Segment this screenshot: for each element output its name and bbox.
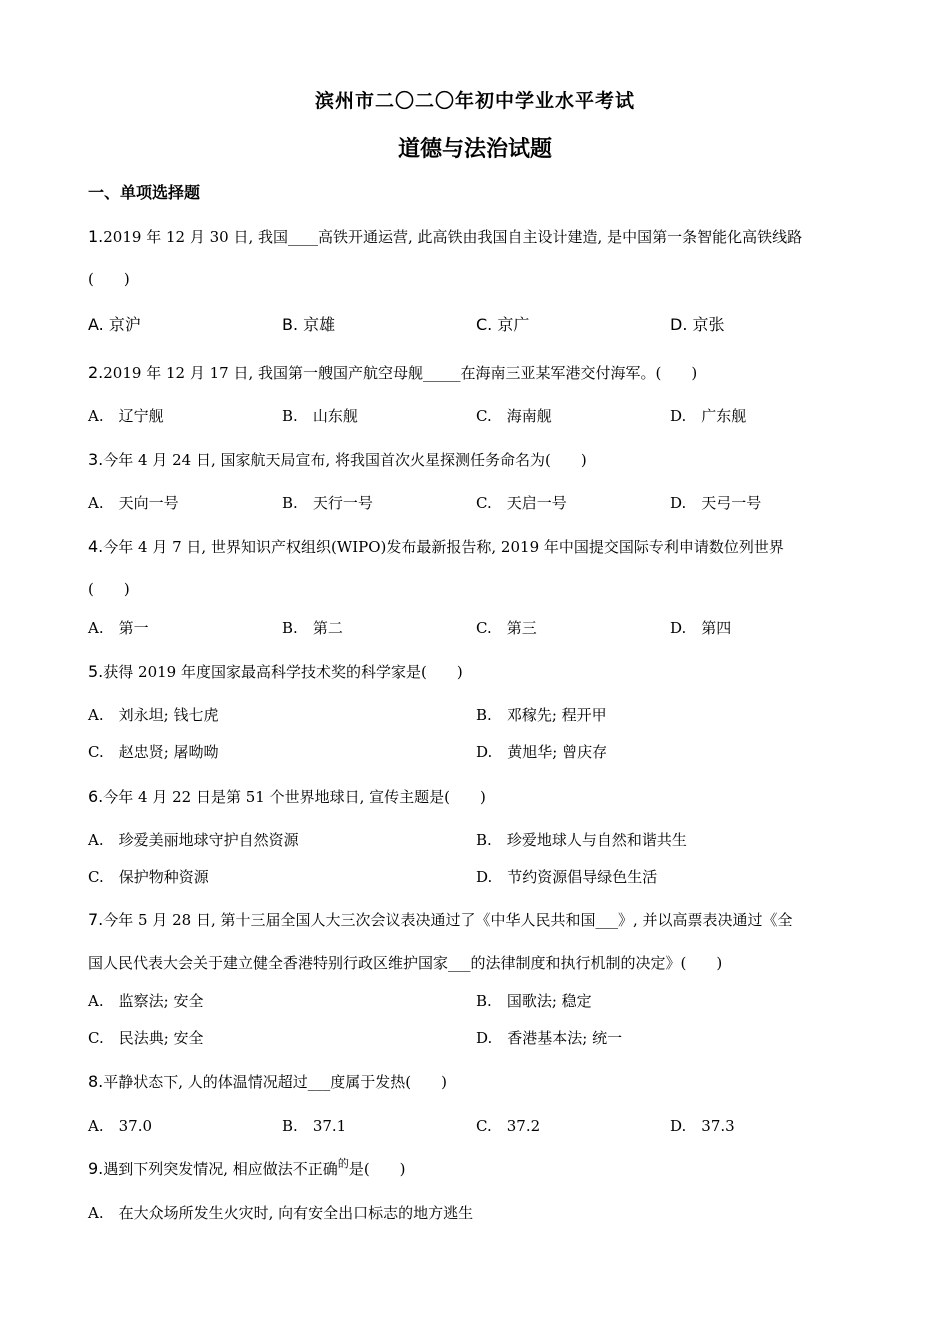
option-d: D. 黄旭华; 曾庆存 [476,743,608,761]
option-d: D. 第四 [670,619,732,637]
option-c: C. 37.2 [476,1117,541,1135]
question-text: 今年 4 月 7 日, 世界知识产权组织(WIPO)发布最新报告称, 2019 年中国提交国际专利申请数位列世界 [103,538,784,556]
question-9 [88,1158,868,1179]
question-text: 平静状态下, 人的体温情况超过___度属于发热( ) [103,1073,448,1091]
option-a: A. 37.0 [88,1117,153,1135]
options-1 [88,312,868,334]
question-8 [88,1071,868,1092]
option-b: B. 邓稼先; 程开甲 [476,706,607,724]
option-d: D. 37.3 [670,1117,735,1135]
option-b: B. 山东舰 [282,407,358,425]
question-7-line2: 国人民代表大会关于建立健全香港特别行政区维护国家___的法律制度和执行机制的决定》( ) [88,954,723,972]
option-b: B. 第二 [282,619,343,637]
question-4 [88,536,868,557]
question-number: 1. [88,227,104,246]
option-a: A. 辽宁舰 [88,407,164,425]
options-6-row1 [88,829,868,851]
option-b: B. 37.1 [282,1117,347,1135]
question-text-end: 是( ) [348,1160,406,1178]
question-text: 2019 年 12 月 17 日, 我国第一艘国产航空母舰_____在海南三亚某军港交付海军。( ) [103,364,698,382]
question-number: 8. [88,1072,104,1091]
question-6 [88,786,868,807]
options-9 [88,1202,868,1224]
options-5-row1 [88,704,868,726]
answer-paren: ( ) [88,270,130,288]
option-a: A. 京沪 [88,315,141,334]
option-b: B. 珍爱地球人与自然和谐共生 [476,831,687,849]
question-text: 2019 年 12 月 30 日, 我国____高铁开通运营, 此高铁由我国自主设计建造, 是中国第一条智能化高铁线路 [103,228,803,246]
option-d: D. 节约资源倡导绿色生活 [476,868,658,886]
option-b: B. 京雄 [282,315,336,334]
question-7 [88,909,868,930]
question-text: 今年 5 月 28 日, 第十三届全国人大三次会议表决通过了《中华人民共和国___》, 并以高票表决通过《全 [103,911,793,929]
question-text: 获得 2019 年度国家最高科学技术奖的科学家是( ) [103,663,463,681]
option-a: A. 珍爱美丽地球守护自然资源 [88,831,299,849]
options-7-row1 [88,990,868,1012]
option-c: C. 民法典; 安全 [88,1029,204,1047]
options-7-row2 [88,1027,868,1049]
option-a: A. 刘永坦; 钱七虎 [88,706,219,724]
question-text: 今年 4 月 24 日, 国家航天局宣布, 将我国首次火星探测任务命名为( ) [103,451,587,469]
question-number: 9. [88,1159,104,1178]
options-6-row2 [88,866,868,888]
option-d: D. 天弓一号 [670,494,762,512]
option-d: D. 京张 [670,315,725,334]
options-4 [88,617,868,639]
option-b: B. 天行一号 [282,494,373,512]
question-number: 3. [88,450,104,469]
option-c: C. 天启一号 [476,494,567,512]
question-5 [88,661,868,682]
option-b: B. 国歌法; 稳定 [476,992,592,1010]
option-d: D. 香港基本法; 统一 [476,1029,623,1047]
option-a: A. 监察法; 安全 [88,992,204,1010]
options-5-row2 [88,741,868,763]
answer-paren: ( ) [88,580,130,598]
question-number: 7. [88,910,104,929]
exam-title: 滨州市二〇二〇年初中学业水平考试 [314,90,635,112]
question-text: 遇到下列突发情况, 相应做法不正确 [103,1160,338,1178]
section-heading: 一、单项选择题 [88,183,201,202]
option-c: C. 京广 [476,315,530,334]
question-number: 4. [88,537,104,556]
options-8 [88,1115,868,1137]
option-c: C. 第三 [476,619,537,637]
option-a: A. 天向一号 [88,494,179,512]
question-3 [88,449,868,470]
question-number: 6. [88,787,104,806]
option-a: A. 第一 [88,619,149,637]
option-d: D. 广东舰 [670,407,747,425]
option-c: C. 海南舰 [476,407,552,425]
option-c: C. 保护物种资源 [88,868,209,886]
question-number: 2. [88,363,104,382]
question-1 [88,226,868,247]
question-2 [88,362,868,383]
options-2 [88,405,868,427]
question-text-superscript: 的 [337,1157,349,1170]
exam-subject-title: 道德与法治试题 [397,137,552,162]
option-c: C. 赵忠贤; 屠呦呦 [88,743,219,761]
question-number: 5. [88,662,104,681]
question-text: 今年 4 月 22 日是第 51 个世界地球日, 宣传主题是( ) [103,788,486,806]
options-3 [88,492,868,514]
option-a: A. 在大众场所发生火灾时, 向有安全出口标志的地方逃生 [88,1204,474,1222]
